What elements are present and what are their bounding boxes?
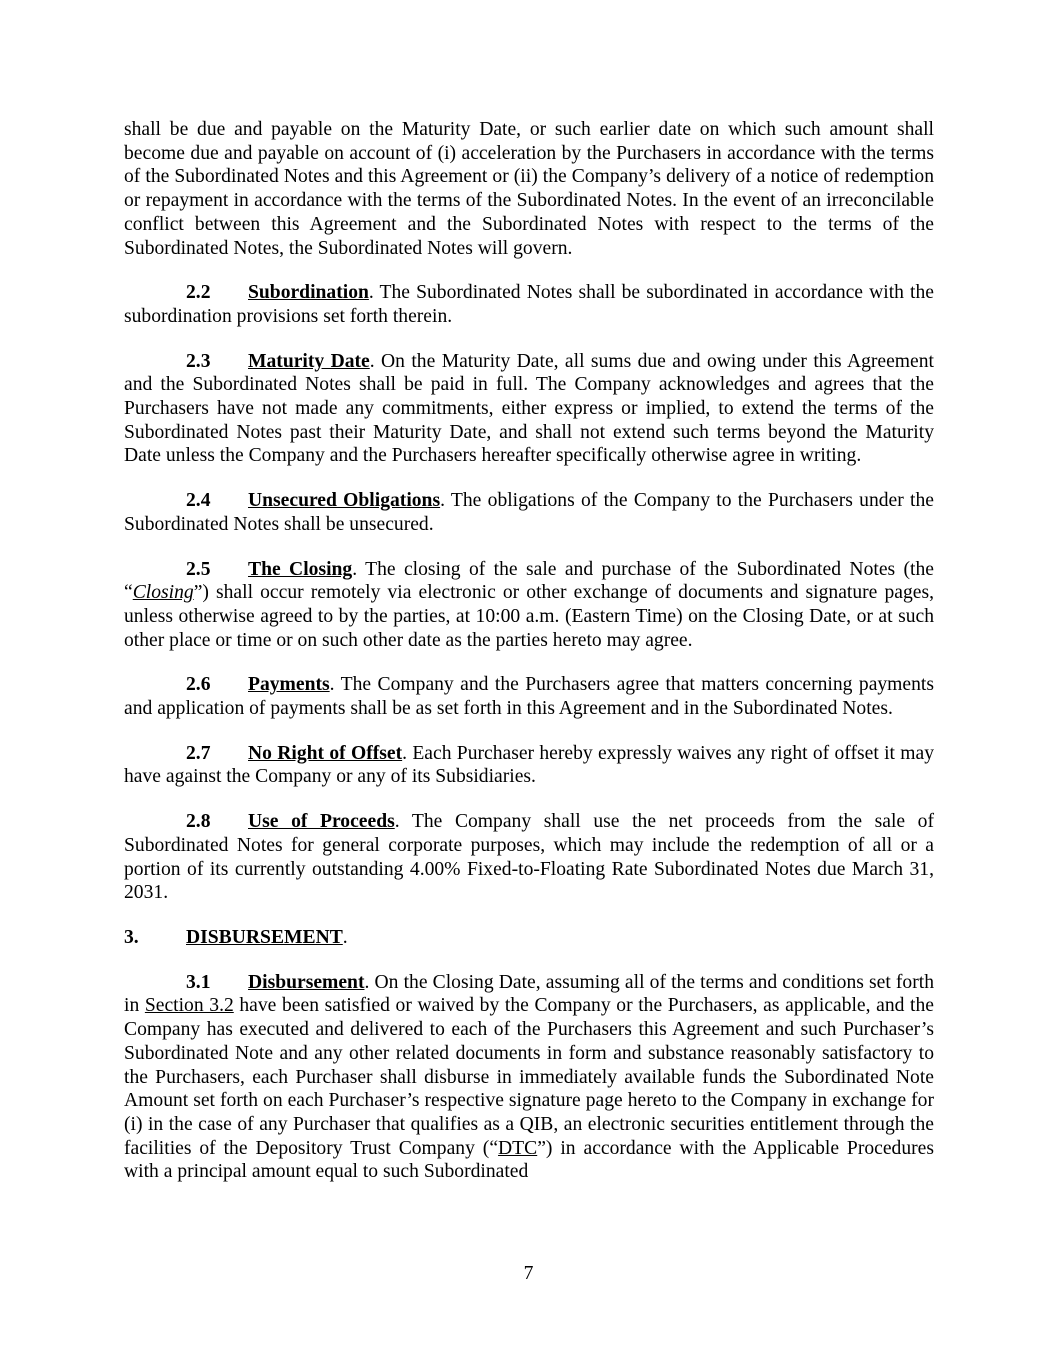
section-heading: No Right of Offset	[248, 742, 403, 764]
section-cross-reference: Section 3.2	[144, 995, 234, 1017]
section-2-4	[124, 489, 934, 536]
article-number: 3.	[124, 926, 139, 948]
section-2-5	[124, 558, 934, 653]
document-body	[124, 118, 934, 1184]
page-number: 7	[523, 1263, 534, 1284]
section-number: 3.1	[186, 971, 211, 993]
section-text: have been satisfied or waived by the Company or the Purchasers, as applicable, and the Company has executed and delivered to each of the Purchasers this Agreement and such Purchaser’s Subordinated Note and any other related documents in form and substance reasonably satisfactory to the Purchasers, each Purchaser shall disburse in immediately available funds the Subordinated Note Amount set forth on each Purchaser’s respective signature page hereto to the Company in exchange for (i) in the case of any Purchaser that qualifies as a QIB, an electronic securities entitlement through the facilities of the Depository Trust Company (“	[124, 995, 934, 1159]
section-2-7	[124, 742, 934, 789]
section-2-2	[124, 281, 934, 328]
section-number: 2.7	[186, 742, 211, 764]
section-2-3	[124, 350, 934, 469]
article-3-heading	[124, 926, 934, 950]
section-2-8	[124, 810, 934, 905]
section-text: ”) shall occur remotely via electronic or other exchange of documents and signature pages, unless otherwise agreed to by the parties, at 10:00 a.m. (Eastern Time) on the Closing Date, or at such other place or time or on such other date as the parties hereto may agree.	[124, 582, 934, 651]
defined-term: DTC	[498, 1137, 538, 1159]
section-heading: Unsecured Obligations	[248, 490, 441, 512]
section-heading: The Closing	[248, 558, 353, 580]
section-text: . The closing of the sale and purchase of the Subordinated Notes (the “	[124, 558, 934, 604]
section-number: 2.6	[186, 674, 211, 696]
defined-term: Closing	[132, 582, 194, 604]
section-heading: Subordination	[248, 282, 369, 304]
section-number: 2.4	[186, 490, 211, 512]
section-heading: Disbursement	[248, 971, 365, 993]
section-text: . On the Maturity Date, all sums due and owing under this Agreement and the Subordinated Notes shall be paid in full. The Company acknowledges and agrees that the Purchasers have not made any commitments, either express or implied, to extend the terms of the Subordinated Notes past their Maturity Date, and shall not extend such terms beyond the Maturity Date unless the Company and the Purchasers hereafter specifically otherwise agree in writing.	[124, 350, 934, 467]
article-title: DISBURSEMENT	[186, 926, 343, 948]
section-text: . The Company shall use the net proceeds from the sale of Subordinated Notes for general corporate purposes, which may include the redemption of all or a portion of its currently outstanding 4.00% Fixed-to-Floating Rate Subordinated Notes due March 31, 2031.	[124, 811, 935, 904]
section-text: ”) in accordance with the Applicable Procedures with a principal amount equal to such Subordinated	[124, 1137, 934, 1183]
section-heading: Use of Proceeds	[248, 811, 395, 833]
section-text: . The Company and the Purchasers agree that matters concerning payments and application of payments shall be as set forth in this Agreement and in the Subordinated Notes.	[124, 674, 934, 720]
section-text: . The Subordinated Notes shall be subordinated in accordance with the subordination provisions set forth therein.	[124, 282, 934, 327]
article-period: .	[342, 926, 348, 948]
section-2-6	[124, 673, 934, 720]
section-number: 2.2	[186, 282, 211, 304]
section-text: . On the Closing Date, assuming all of the terms and conditions set forth in	[124, 971, 934, 1017]
intro-paragraph: shall be due and payable on the Maturity Date, or such earlier date on which such amount shall become due and payable on account of (i) acceleration by the Purchasers in accordance with the terms of the Subordinated Notes and this Agreement or (ii) the Company’s delivery of a notice of redemption or repayment in accordance with the terms of the Subordinated Notes. In the event of an irreconcilable conflict between this Agreement and the Subordinated Notes with respect to the terms of the Subordinated Notes, the Subordinated Notes will govern.	[124, 119, 934, 259]
section-text: . Each Purchaser hereby expressly waives any right of offset it may have against the Company or any of its Subsidiaries.	[124, 742, 934, 788]
section-number: 2.8	[186, 811, 211, 833]
section-number: 2.3	[186, 350, 211, 372]
section-number: 2.5	[186, 558, 211, 580]
section-3-1	[124, 971, 934, 1184]
section-text: . The obligations of the Company to the Purchasers under the Subordinated Notes shall be unsecured.	[124, 490, 934, 535]
section-heading: Maturity Date	[248, 350, 370, 372]
section-heading: Payments	[248, 674, 330, 696]
